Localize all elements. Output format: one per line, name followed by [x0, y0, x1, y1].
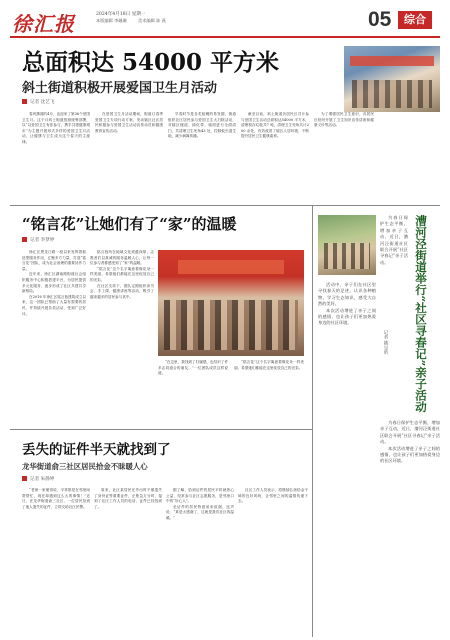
photo-figures	[352, 80, 432, 108]
sidebar-divider	[312, 205, 313, 637]
byline-marker-icon	[22, 476, 27, 481]
article2-col-2: 铭言巷所在地域文化底蕴深厚，志愿者们以真诚的服务温暖人心，让每一位参与者都感受到了“家”的温暖。 “铭言花”这个名字寓意着像花朵一样美丽，希望她们都能在这里绽放自己的光彩。 在社区支持下，团队定期组织读书会、手工课、健康讲座等活动，吸引了越来越多的居民参与其中。	[90, 250, 154, 299]
photo-banner	[350, 56, 434, 66]
byline-marker-icon	[22, 99, 27, 104]
article3-col-4: 社区工作人员表示，将继续弘扬拾金不昧的良好风尚，让邻里之间的温情传递下去。	[238, 488, 308, 504]
article2-photo	[158, 250, 304, 356]
article1-col-4: 截至目前，斜土街道各居民区共计参与爱国卫生活动总面积达54000 平方米，清理积存垃圾共7 吨，清理卫生死角共计200 余处，有效改善了辖区人居环境，不断提升居民卫生健康素养。	[241, 112, 309, 139]
masthead-designer: 美术编辑 陈 燕	[138, 18, 166, 23]
article2-col-4: “铭言花”这个名字寓意着像花朵一样美丽，希望她们都能在这里绽放自己的光彩。	[234, 360, 304, 370]
sidebar-headline-text: 漕河泾街道举行“社区寻春记”亲子活动	[414, 215, 428, 413]
article1-col-1: 春风拂面的4月，也迎来了第36个爱国卫生月。这个月斜土街道按照统筹部署，以“以爱国卫生有你参与，携手共建健康城市”为主题开展形式多样的爱国卫生月活动，让健康与卫生成为这个春天的主旋律。	[22, 112, 90, 144]
article1-photo	[344, 46, 440, 112]
photo-group	[164, 300, 298, 350]
masthead-date: 2024年4月18日 星期一	[96, 12, 146, 17]
article3-subhead: 龙华街道俞三社区居民拾金不昧暖人心	[22, 462, 148, 471]
divider-2	[10, 429, 312, 430]
divider-1	[10, 205, 440, 206]
article2-byline: 记者 李梦婷	[22, 237, 54, 243]
article1-col-3: 早春时节是各类蚊蝇的易发期，街道组织社区居民参与爱国卫生大扫除活动，对辖区楼道、绿化带、墙面进行全面清扫，共清理卫生死角43 处，控制蚊虫滋生地，减少病媒传播。	[168, 112, 236, 139]
photo-banner-text	[178, 260, 284, 274]
sidebar-photo	[318, 215, 376, 275]
sidebar-col-2: 为春日保护生态平衡，增加亲子互动，近日，漕河泾街道社区联合开展“社区寻春记”亲子活动。 本次活动增进了亲子之间的感情，也让孩子们更加热爱身边的社区环境。	[380, 420, 440, 464]
sidebar-headline	[414, 215, 440, 415]
article3-headline: 丢失的证件半天就找到了	[22, 442, 171, 458]
section-badge: 综合	[398, 11, 432, 29]
newspaper-logo: 徐汇报	[12, 12, 75, 36]
article2-col-3: “在这里，我找到了归属感，也结识了许多志同道合的朋友。”一位团队成员这样说道。	[158, 360, 228, 376]
photo-people	[324, 243, 370, 269]
masthead-rule	[10, 36, 440, 38]
masthead-editor: 本版编辑 李珊珊	[96, 18, 127, 23]
byline-marker-icon	[22, 237, 27, 242]
article1-headline: 总面积达 54000 平方米	[22, 49, 280, 76]
article2-headline: “铭言花”让她们有了“家”的温暖	[22, 215, 237, 233]
article1-col-2: 在爱国卫生月活动期间，街道订春季爱国卫生专项行动方案，发动辖区社区居民积极参与爱国卫生活动宣传动员和健康教育宣传活动。	[95, 112, 163, 133]
article1-byline: 记者 沈艺飞	[22, 99, 54, 105]
sidebar-col-top: 为春日保护生态平衡，增加亲子互动，近日，漕河泾街道社区联合开展“社区寻春记”亲子活动。	[380, 215, 408, 265]
sidebar-byline: 记者 姚昱昕	[383, 330, 388, 355]
article3-col-1: “老徐一家便得说，平常都是在邻里间帮帮忙，现在却遇到这么大的事情！”近日，在龙华街道俞三社区，一位居民捡到了他人遗失的证件，立即交给社区民警。	[22, 488, 90, 509]
article3-col-2: 原来，社区某居民在外出时不慎遗失了身份证等重要证件，正焦急万分时，接到了社区工作人员的电话，证件已经找到了。	[94, 488, 162, 509]
article2-col-1: 徐汇区黑龙江路一段以来发挥着枢纽型服务作用，汇聚多方力量，打造“铭言花”团队，成为社会治理的重要协作力量。 近年来，徐汇区湖南路街道社会组织服务中心积极搭建平台，为居民提供多元化服务，逐步形成了社区共建共享新格局。 在2016 年徐汇区铭言巷建筑成立以来，这一团队已帮助了大量有需要的居民，并持续开展各类活动，受到广泛好评。	[22, 250, 86, 316]
sidebar-col-1: 活动中，亲子们在社区里寻找春天的足迹，认识各种植物，学习生态知识，感受大自然的美好。 本次活动增进了亲子之间的感情，也让孩子们更加热爱身边的社区环境。	[318, 282, 376, 326]
article3-byline: 记者 朱静婷	[22, 476, 54, 482]
article3-col-3: 据了解，拾到证件的居民平时就热心公益，经常参与社区志愿服务，是邻里口中的“好心人”。 丢证件的居民特意前来致谢，连声说：“真是太感谢了，这就是我们社区的温暖。”	[166, 488, 234, 520]
article1-col-5: 为了增强居民卫生意识，各居民区纷纷开展了卫生知识宣传讲座和健康义诊等活动。	[314, 112, 374, 128]
article1-subhead: 斜土街道积极开展爱国卫生月活动	[22, 81, 218, 96]
page-number: 05	[368, 8, 392, 31]
